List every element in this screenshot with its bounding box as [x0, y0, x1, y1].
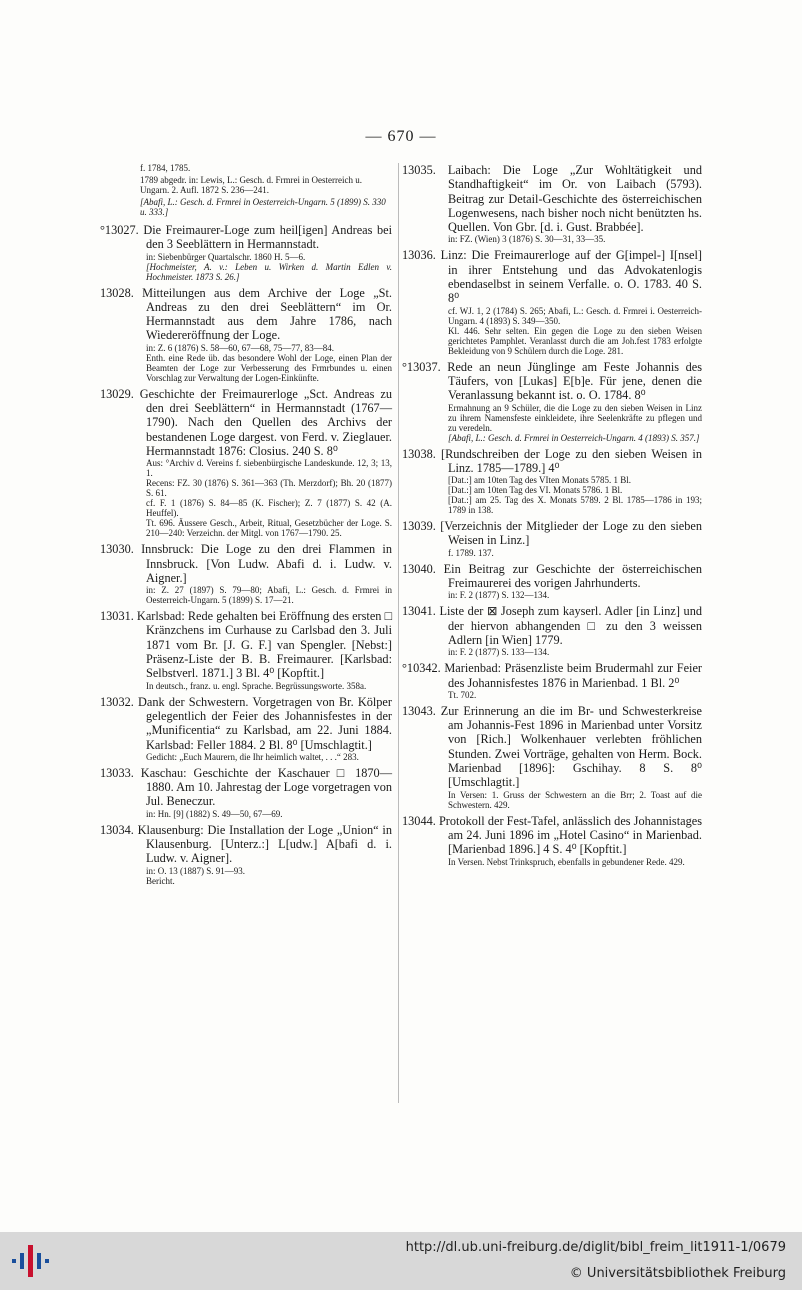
entry-note: in: Z. 6 (1876) S. 58—60, 67—68, 75—77, 83—84.: [146, 342, 334, 353]
entry-note: In Versen: 1. Gruss der Schwestern an die Brr; 2. Toast auf die Schwestern. 429.: [448, 789, 702, 810]
page-number: — 670 —: [365, 128, 437, 145]
entry-text: 13029. Geschichte der Freimaurerloge „Sct. Andreas zu den drei Seeblättern“ in Hermannstadt (1767—1790). Nach den Quellen des Archivs der bestandenen Loge dargest. von Ferd. v. Zieglauer. Hermannstadt 1876: Closius. 240 S. 8⁰: [100, 386, 392, 458]
entry-13041: [402, 604, 702, 657]
viewer-footer: [0, 1232, 802, 1290]
entry-note: In Versen. Nebst Trinkspruch, ebenfalls in gebundener Rede. 429.: [448, 856, 685, 867]
entry-10342: [402, 661, 702, 700]
entry-text: 13040. Ein Beitrag zur Geschichte der österreichischen Freimaurerei des vorigen Jahrhunderts.: [402, 561, 702, 591]
entry-text: 13028. Mitteilungen aus dem Archive der Loge „St. Andreas zu den drei Seeblättern“ im Or. Hermannstadt aus dem Jahre 1786, nach Wiedereröffnung der Loge.: [100, 285, 392, 343]
entry-note: in: F. 2 (1877) S. 132—134.: [448, 590, 550, 601]
entry-note: in: FZ. (Wien) 3 (1876) S. 30—31, 33—35.: [448, 234, 606, 245]
entry-13038: [402, 447, 702, 516]
copyright-notice: © Universitätsbibliothek Freiburg: [569, 1266, 786, 1281]
entry-13030: [100, 542, 392, 605]
entry-note: [Dat.:] am 25. Tag des X. Monats 5789. 2 Bl. 1785—1786 in 193; 1789 in 138.: [448, 495, 702, 516]
entry-13040: [402, 562, 702, 601]
entry-13034: [100, 823, 392, 886]
entry-13036: [402, 248, 702, 355]
entry-note: Ermahnung an 9 Schüler, die die Loge zu den sieben Weisen in Linz zu ihrem Namensfeste einkleidete, ihre Seelenkräfte zu pflegen und zu veredeln.: [448, 402, 702, 433]
ub-freiburg-logo-icon[interactable]: [10, 1243, 54, 1279]
entry-text: 13038. [Rundschreiben der Loge zu den sieben Weisen in Linz. 1785—1789.] 4⁰: [402, 446, 702, 475]
left-column: [100, 163, 392, 890]
entry-text: 13036. Linz: Die Freimaurerloge auf der G[impel-] I[nsel] in ihrer Entstehung und das Advokatenlogis ebendaselbst in seinem Verfalle. o. O. 1783. 40 S. 8⁰: [402, 248, 702, 306]
entry-13043: [402, 704, 702, 810]
entry-text: °13027. Die Freimaurer-Loge zum heil[igen] Andreas bei den 3 Seeblättern in Hermannstadt.: [100, 223, 392, 252]
entry-13029: [100, 387, 392, 538]
entry-text: 13034. Klausenburg: Die Installation der Loge „Union“ in Klausenburg. [Unterz.:] L[udw.] A[bafi d. i. Ludw. v. Aigner].: [100, 822, 392, 866]
entry-note: Tt. 702.: [448, 689, 477, 700]
entry-13032: [100, 695, 392, 762]
entry-text: 13030. Innsbruck: Die Loge zu den drei Flammen in Innsbruck. [Von Ludw. Abafi d. i. Ludw. v. Aigner.]: [100, 542, 392, 585]
entry-text: °13037. Rede an neun Jünglinge am Feste Johannis des Täufers, von [Lukas] E[b]e. Für jene, denen die Veranlassung bekannt ist. o. O. 1784. 8⁰: [402, 359, 702, 403]
continuation-note: f. 1784, 1785.: [140, 163, 191, 173]
entry-text: 13044. Protokoll der Fest-Tafel, anlässlich des Johannistages am 24. Juni 1896 im „Hotel Casino“ in Marienbad. [Marienbad 1896.] 4 S. 4⁰ [Kopftit.]: [402, 813, 702, 857]
entry-note: [Hochmeister, A. v.: Leben u. Wirken d. Martin Edlen v. Hochmeister. 1873 S. 26.]: [146, 261, 392, 282]
entry-13028: [100, 286, 392, 383]
permalink-url[interactable]: http://dl.ub.uni-freiburg.de/diglit/bibl_freim_lit1911-1/0679: [405, 1240, 786, 1255]
entry-note: [Dat.:] am 10ten Tag des VI. Monats 5786. 1 Bl.: [448, 485, 623, 496]
entry-note: cf. WJ. 1, 2 (1784) S. 265; Abafi, L.: Gesch. d. Frmrei i. Oesterreich-Ungarn. 4 (1893) S. 349—350.: [448, 305, 702, 326]
continuation-note: 1789 abgedr. in: Lewis, L.: Gesch. d. Frmrei in Oesterreich u. Ungarn. 2. Aufl. 1872 S. 236—241.: [140, 175, 362, 195]
entry-note: Bericht.: [146, 875, 175, 886]
column-divider: [398, 163, 399, 1103]
entry-text: 13043. Zur Erinnerung an die im Br- und Schwesterkreise am Johannis-Fest 1896 in Marienbad unter Vorsitz von [Rich.] Wolkenhauer verlebten fröhlichen Stunden. Zwei Vorträge, gehalten von Herm. Bock. Marienbad [1896]: Gschihay. 8 S. 8⁰ [Umschlagtit.]: [402, 703, 702, 790]
entry-note: Tt. 696. Äussere Gesch., Arbeit, Ritual, Gesetzbücher der Loge. S. 210—240: Verzeichn. der Mitgl. von 1767—1790. 25.: [146, 518, 392, 539]
entry-note: in: Siebenbürger Quartalschr. 1860 H. 5—6.: [146, 251, 306, 262]
entry-13033: [100, 766, 392, 819]
entry-text: °10342. Marienbad: Präsenzliste beim Brudermahl zur Feier des Johannisfestes 1876 in Marienbad. 1 Bl. 2⁰: [402, 661, 702, 690]
entry-note: [Abafi, L.: Gesch. d. Frmrei in Oesterreich-Ungarn. 4 (1893) S. 357.]: [448, 432, 700, 443]
entry-text: 13032. Dank der Schwestern. Vorgetragen von Br. Kölper gelegentlich der Feier des Johannisfestes in der „Munificentia“ zu Karlsbad, am 22. Juni 1884. Karlsbad: Feller 1884. 2 Bl. 8⁰ [Umschlagtit.]: [100, 694, 392, 752]
entry-13039: [402, 519, 702, 558]
entry-note: in: Hn. [9] (1882) S. 49—50, 67—69.: [146, 808, 283, 819]
entry-note: in: F. 2 (1877) S. 133—134.: [448, 647, 550, 658]
entry-note: Recens: FZ. 30 (1876) S. 361—363 (Th. Merzdorf); Bh. 20 (1877) S. 61.: [146, 478, 392, 499]
right-column: [402, 163, 702, 871]
entry-note: cf. F. 1 (1876) S. 84—85 (K. Fischer); Z. 7 (1877) S. 42 (A. Heuffel).: [146, 498, 392, 519]
entry-text: 13033. Kaschau: Geschichte der Kaschauer □ 1870—1880. Am 10. Jahrestag der Loge vorgetragen von Jul. Beneczur.: [100, 765, 392, 809]
entry-13031: [100, 609, 392, 690]
entry-note: Kl. 446. Sehr selten. Ein gegen die Loge zu den sieben Weisen gerichtetes Pamphlet. Veranlasst durch die am Joh.fest 1783 erfolgte Bekleidung von 9 Schülern durch die Loge. 281.: [448, 325, 702, 356]
entry-13044: [402, 814, 702, 867]
entry-text: 13035. Laibach: Die Loge „Zur Wohltätigkeit und Standhaftigkeit“ im Or. von Laibach (5793). Beitrag zur Detail-Geschichte des österreichischen Logenwesens, nach bisher noch nicht benützten hs. Quellen. Von Gbr. [d. i. Gust. Brabbée].: [402, 163, 702, 235]
entry-note: In deutsch., franz. u. engl. Sprache. Begrüssungsworte. 358a.: [146, 680, 367, 691]
entry-note: Gedicht: „Euch Maurern, die Ihr heimlich waltet, . . .“ 283.: [146, 751, 359, 762]
entry-note: Enth. eine Rede üb. das besondere Wohl der Loge, einen Plan der Beamten der Loge zur Verbesserung des Frmrbundes u. einen Vorschlag zur Verwaltung der Logen-Einkünfte.: [146, 352, 392, 383]
entry-text: 13041. Liste der ⊠ Joseph zum kayserl. Adler [in Linz] und der hiervon abhangenden □ zu den 3 weissen Adlern [in Wien] 1779.: [402, 604, 702, 647]
entry-note: Aus: °Archiv d. Vereins f. siebenbürgische Landeskunde. 12, 3; 13, 1.: [146, 458, 392, 479]
entry-note: in: O. 13 (1887) S. 91—93.: [146, 865, 245, 876]
entry-13035: [402, 163, 702, 244]
continuation-note: [Abafi, L.: Gesch. d. Frmrei in Oesterreich-Ungarn. 5 (1899) S. 330 u. 333.]: [140, 197, 386, 217]
entry-note: in: Z. 27 (1897) S. 79—80; Abafi, L.: Gesch. d. Frmrei in Oesterreich-Ungarn. 5 (1899) S. 17—21.: [146, 585, 392, 606]
entry-13027: [100, 223, 392, 282]
entry-text: 13031. Karlsbad: Rede gehalten bei Eröffnung des ersten □ Kränzchens im Curhause zu Carlsbad den 3. Juli 1871 vom Br. [J. G. F.] van Spengler. [Nebst:] Präsenz-Liste der B. B. Freimaurer. [Karlsbad: Selbstverl. 1871.] 3 Bl. 4⁰ [Kopftit.]: [100, 609, 392, 681]
entry-note: f. 1789. 137.: [448, 547, 494, 558]
entry-13037: [402, 360, 702, 443]
entry-note: [Dat.:] am 10ten Tag des VIten Monats 5785. 1 Bl.: [448, 475, 632, 486]
entry-text: 13039. [Verzeichnis der Mitglieder der Loge zu den sieben Weisen in Linz.]: [402, 519, 702, 548]
